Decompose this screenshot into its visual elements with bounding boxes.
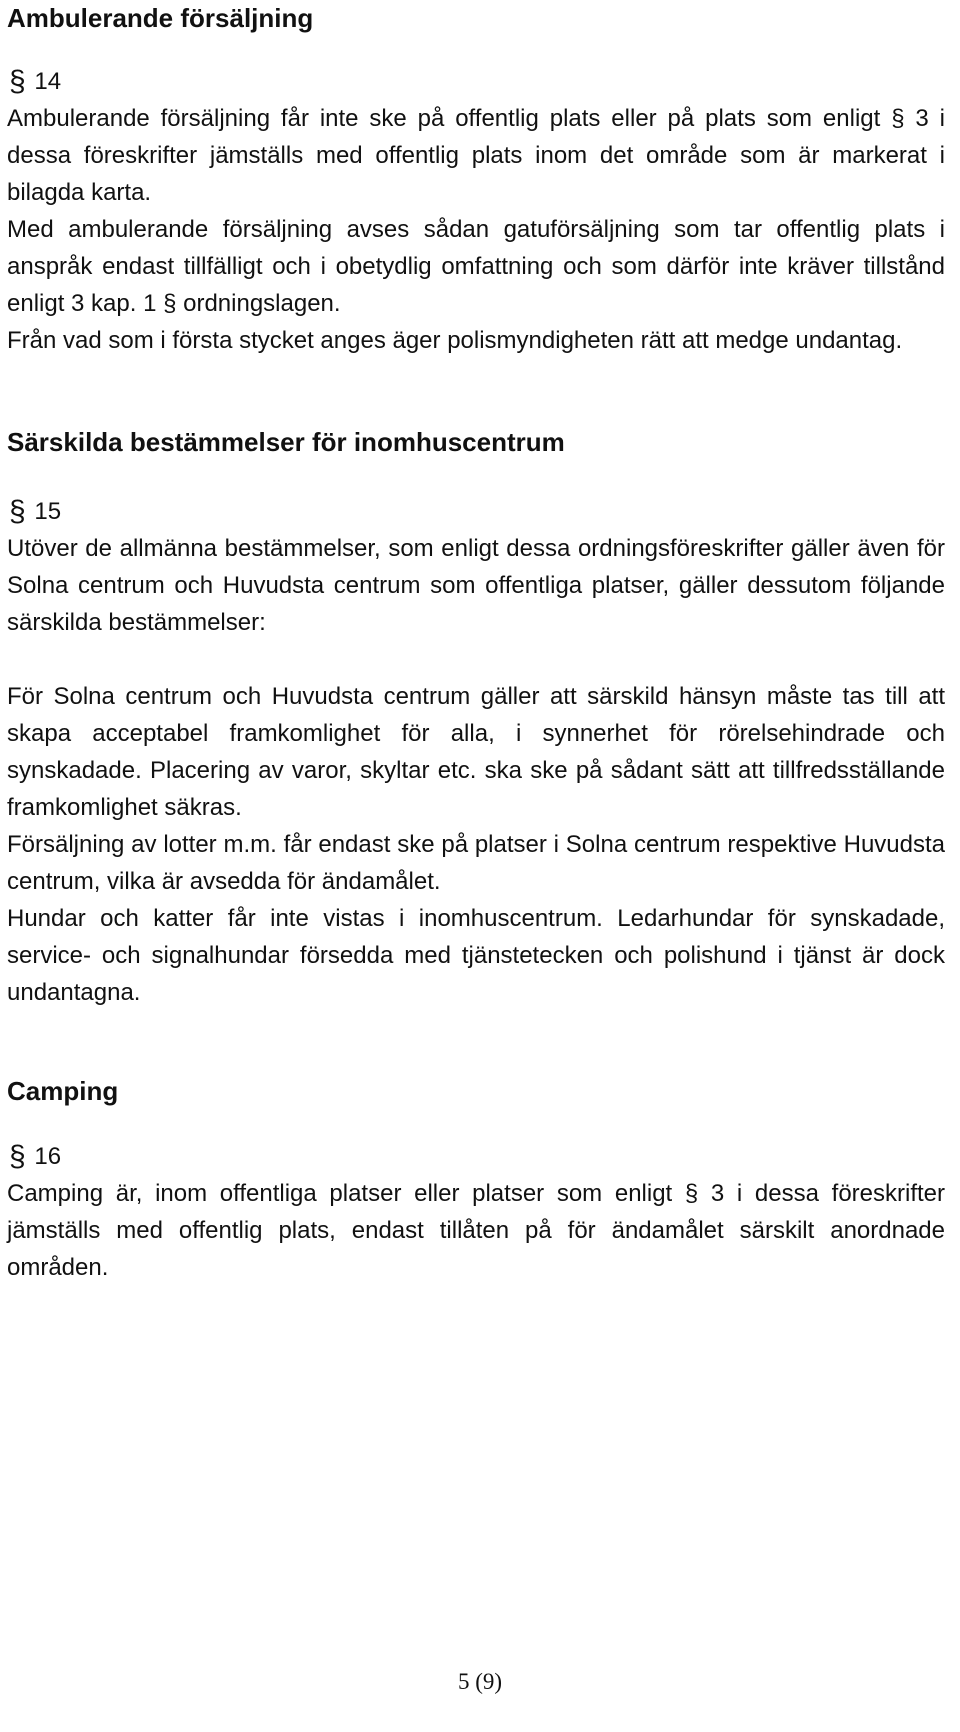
paragraph: För Solna centrum och Huvudsta centrum gäller att särskild hänsyn måste tas till att skapa acceptabel framkomlighet för alla, i synnerhet för rörelsehindrade och synskadade. Placering av varor, skyltar etc. ska ske på sådant sätt att tillfredsställande framkomlighet säkras. [7, 683, 945, 821]
paragraph: Utöver de allmänna bestämmelser, som enligt dessa ordningsföreskrifter gäller även för Solna centrum och Huvudsta centrum som offentliga platser, gäller dessutom följande särskilda bestämmelser: [7, 535, 945, 636]
section-sign-icon: § [9, 495, 26, 528]
section-heading: Ambulerande försäljning [7, 3, 314, 33]
section-heading: Särskilda bestämmelser för inomhuscentrum [7, 427, 565, 457]
page-number: 5 (9) [457, 1669, 503, 1694]
paragraph: Ambulerande försäljning får inte ske på offentlig plats eller på plats som enligt § 3 i dessa föreskrifter jämställs med offentlig plats inom det område som är markerat i bilagda karta. [7, 105, 945, 206]
paragraph: Från vad som i första stycket anges äger polismyndigheten rätt att medge undantag. [7, 327, 903, 354]
paragraph: Försäljning av lotter m.m. får endast ske på platser i Solna centrum respektive Huvudsta centrum, vilka är avsedda för ändamålet. [7, 831, 945, 895]
section-sign-icon: § [9, 65, 26, 98]
section-number [7, 1139, 945, 1175]
paragraph: Hundar och katter får inte vistas i inomhuscentrum. Ledarhundar för synskadade, service- och signalhundar försedda med tjänstetecken och polishund i tjänst är dock undantagna. [7, 905, 945, 1006]
section-number [7, 64, 945, 100]
document-page [7, 0, 945, 1286]
section-heading: Camping [7, 1076, 119, 1106]
section-sign-icon: § [9, 1140, 26, 1173]
section-number [7, 494, 945, 530]
paragraph: Camping är, inom offentliga platser eller platser som enligt § 3 i dessa föreskrifter jämställs med offentlig plats, endast tillåten på för ändamålet särskilt anordnade områden. [7, 1180, 945, 1281]
paragraph: Med ambulerande försäljning avses sådan gatuförsäljning som tar offentlig plats i anspråk endast tillfälligt och i obetydlig omfattning och som därför inte kräver tillstånd enligt 3 kap. 1 § ordningslagen. [7, 216, 945, 317]
section-number-value: 14 [34, 68, 62, 95]
section-number-value: 15 [34, 498, 62, 525]
section-number-value: 16 [34, 1143, 62, 1170]
